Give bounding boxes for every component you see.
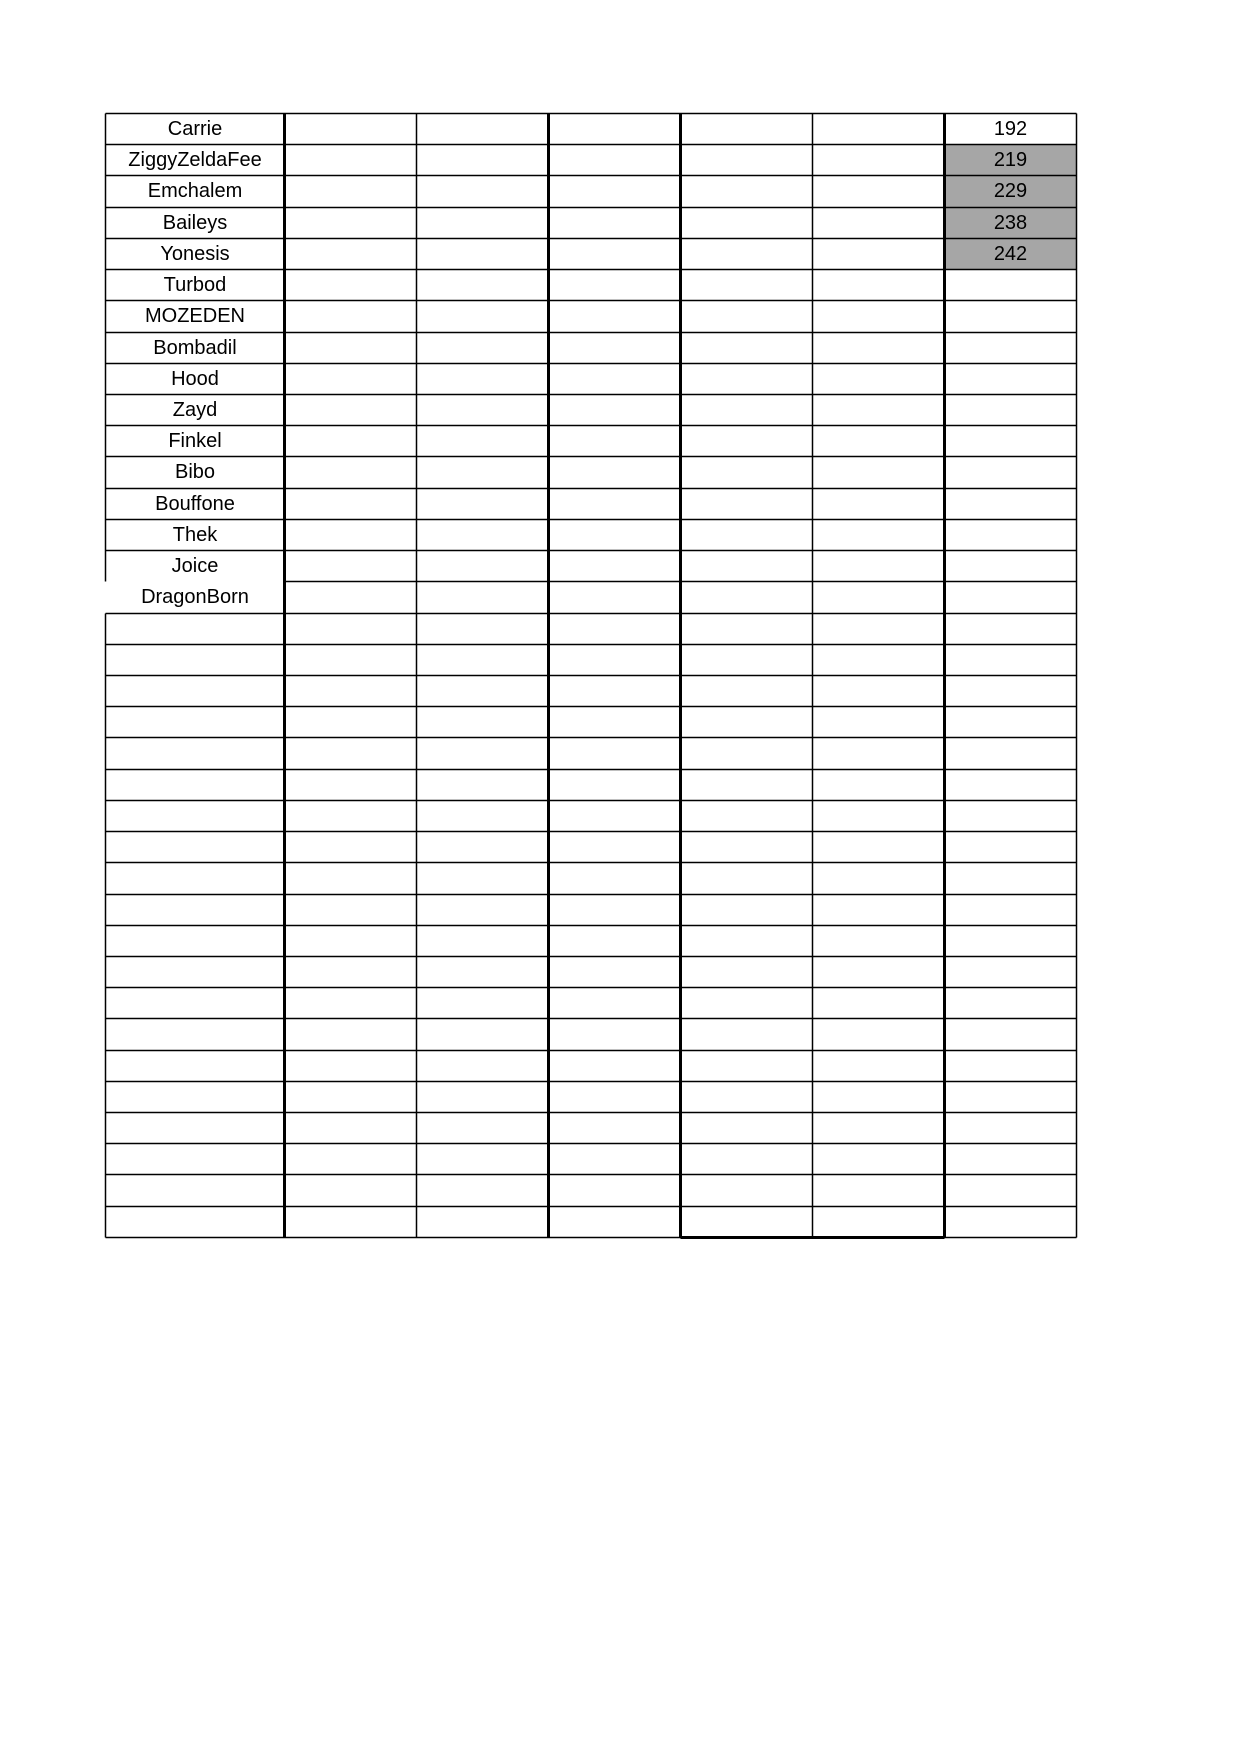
name-cell: MOZEDEN — [145, 305, 245, 327]
name-cell: Emchalem — [147, 180, 243, 202]
name-cell: Thek — [172, 523, 218, 546]
name-cell: ZiggyZeldaFee — [128, 148, 262, 171]
name-cell: Turbod — [163, 273, 227, 296]
name-cell: DragonBorn — [141, 586, 249, 608]
name-cell: Bouffone — [155, 492, 235, 515]
name-cell: Bombadil — [153, 336, 237, 359]
score-cell: 192 — [993, 117, 1028, 140]
name-cell: Joice — [171, 554, 219, 577]
name-cell: Carrie — [167, 117, 223, 140]
name-cell: Finkel — [168, 429, 222, 452]
name-cell: Zayd — [172, 398, 218, 421]
name-cell: Hood — [171, 367, 219, 390]
score-cell: 238 — [993, 211, 1028, 234]
score-cell: 242 — [993, 242, 1028, 265]
spreadsheet-grid — [104, 112, 1078, 1240]
name-cell: Yonesis — [160, 242, 230, 265]
name-cell: Baileys — [162, 211, 228, 234]
score-cell: 219 — [993, 148, 1028, 171]
score-cell: 229 — [993, 180, 1028, 202]
name-cell: Bibo — [174, 461, 216, 483]
